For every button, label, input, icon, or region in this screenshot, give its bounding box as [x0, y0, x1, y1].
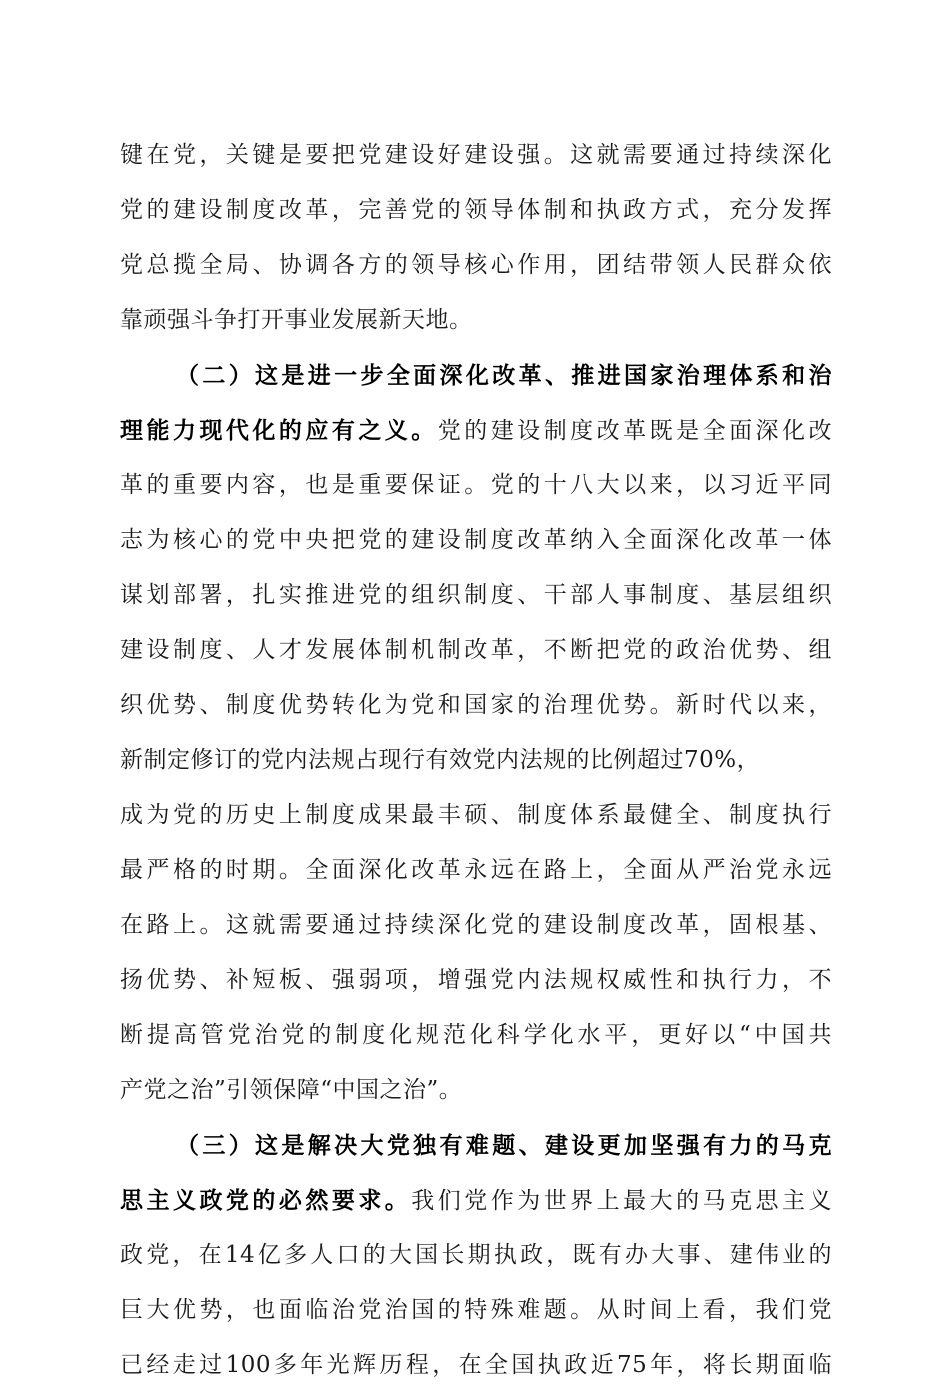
text-line: 扬优势、补短板、强弱项，增强党内法规权威性和执行力，不: [120, 967, 832, 993]
paragraph-3: [120, 1118, 832, 1393]
section-heading-continuation: 思主义政党的必然要求。: [120, 1187, 412, 1214]
text-line: 在路上。这就需要通过持续深化党的建设制度改革，固根基、: [120, 912, 832, 938]
text-line: 志为核心的党中央把党的建设制度改革纳入全面深化改革一体: [120, 527, 832, 553]
section-heading-continuation: 理能力现代化的应有之义。: [120, 417, 438, 444]
section-heading: （二）这是进一步全面深化改革、推进国家治理体系和治: [176, 362, 832, 389]
text-line: 谋划部署，扎实推进党的组织制度、干部人事制度、基层组织: [120, 582, 832, 608]
text-line: 政党，在14亿多人口的大国长期执政，既有办大事、建伟业的: [120, 1242, 832, 1268]
section-heading: （三）这是解决大党独有难题、建设更加坚强有力的马克: [176, 1132, 832, 1159]
paragraph-2: [120, 348, 832, 1118]
text-line: 建设制度、人才发展体制机制改革，不断把党的政治优势、组: [120, 637, 832, 663]
text-line: 产党之治”引领保障“中国之治”。: [120, 1077, 463, 1103]
text-line: 断提高管党治党的制度化规范化科学化水平，更好以“中国共: [120, 1022, 832, 1048]
text-line: 党的建设制度改革，完善党的领导体制和执政方式，充分发挥: [120, 197, 832, 223]
text-line: 织优势、制度优势转化为党和国家的治理优势。新时代以来，: [120, 692, 832, 718]
text-line: 党总揽全局、协调各方的领导核心作用，团结带领人民群众依: [120, 252, 832, 278]
text-line: 成为党的历史上制度成果最丰硕、制度体系最健全、制度执行: [120, 802, 832, 828]
text-line: 新制定修订的党内法规占现行有效党内法规的比例超过70%，: [120, 747, 761, 773]
text-run: 党的建设制度改革既是全面深化改: [437, 418, 832, 444]
text-line: [120, 1173, 832, 1228]
text-line: 革的重要内容，也是重要保证。党的十八大以来，以习近平同: [120, 472, 832, 498]
text-line: 最严格的时期。全面深化改革永远在路上，全面从严治党永远: [120, 857, 832, 883]
text-line: 靠顽强斗争打开事业发展新天地。: [120, 307, 473, 333]
text-line: 已经走过100多年光辉历程，在全国执政近75年，将长期面临: [120, 1352, 832, 1378]
text-line: 键在党，关键是要把党建设好建设强。这就需要通过持续深化: [120, 142, 832, 168]
text-line: [120, 403, 832, 458]
text-run: 我们党作为世界上最大的马克思主义: [411, 1188, 832, 1214]
document-page: [120, 128, 832, 1393]
text-line: 巨大优势，也面临治党治国的特殊难题。从时间上看，我们党: [120, 1297, 832, 1323]
paragraph-1: [120, 128, 832, 348]
